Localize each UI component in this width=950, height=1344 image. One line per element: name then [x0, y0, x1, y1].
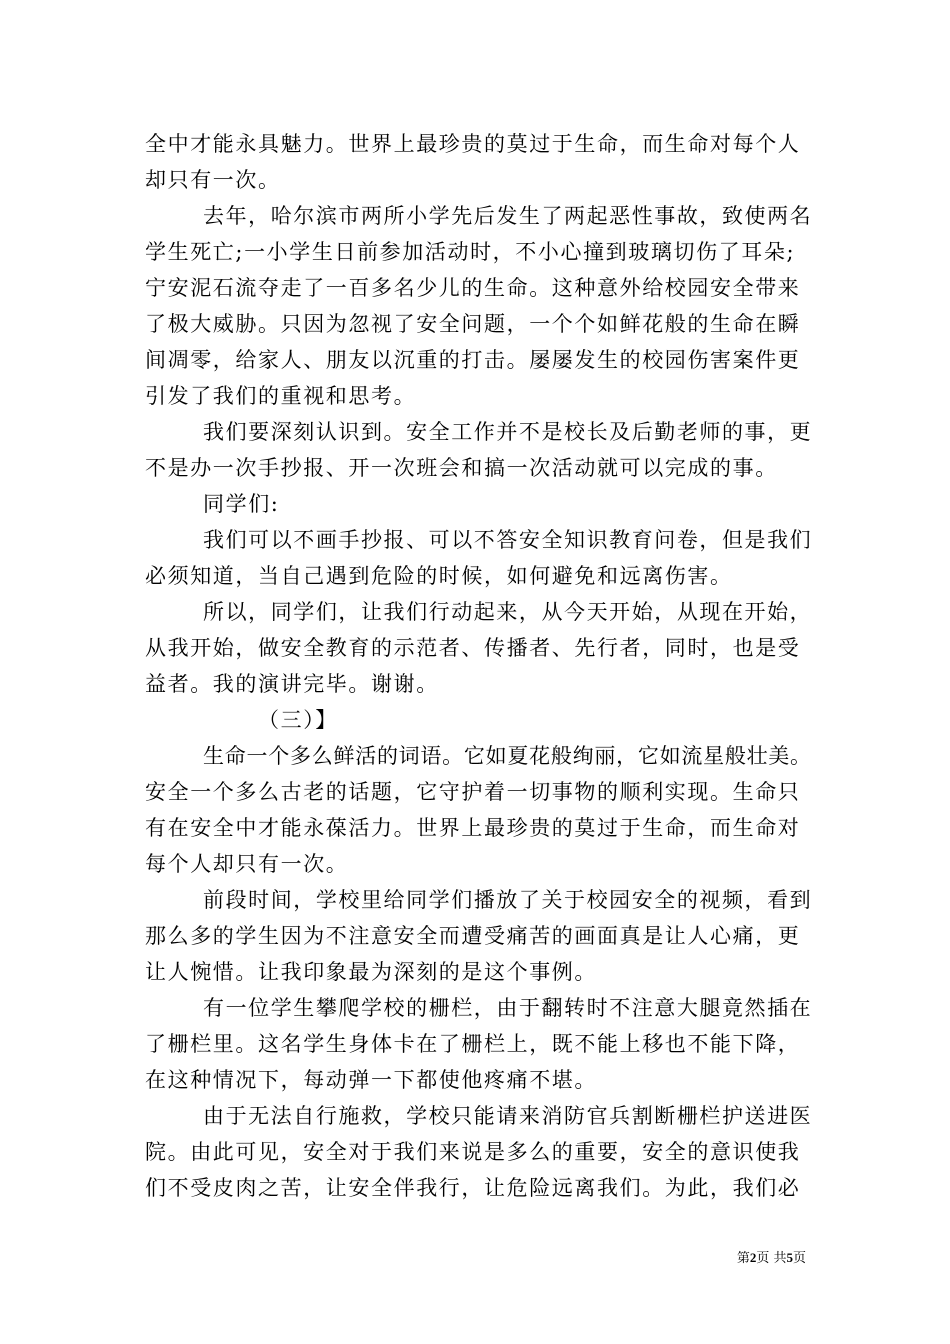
text-line: 同学们: — [203, 492, 280, 516]
text-line: 全中才能永具魅力。世界上最珍贵的莫过于生命，而生命对每个人 — [145, 132, 801, 156]
text-line: 我们可以不画手抄报、可以不答安全知识教育问卷，但是我们 — [203, 528, 813, 552]
text-line: 每个人却只有一次。 — [145, 852, 349, 876]
text-line: 们不受皮肉之苦，让安全伴我行，让危险远离我们。为此，我们必 — [145, 1176, 801, 1200]
text-line: 那么多的学生因为不注意安全而遭受痛苦的画面真是让人心痛，更 — [145, 924, 801, 948]
text-line: 前段时间，学校里给同学们播放了关于校园安全的视频，看到 — [203, 888, 813, 912]
text-line: 宁安泥石流夺走了一百多名少儿的生命。这种意外给校园安全带来 — [145, 276, 801, 300]
text-line: 我们要深刻认识到。安全工作并不是校长及后勤老师的事，更 — [203, 420, 813, 444]
total-page-number: 5 — [786, 1250, 793, 1265]
text-line: 引发了我们的重视和思考。 — [145, 384, 417, 408]
footer-suffix: 页 — [792, 1251, 806, 1266]
text-line: 必须知道，当自己遇到危险的时候，如何避免和远离伤害。 — [145, 564, 733, 588]
text-line: 学生死亡;一小学生日前参加活动时，不小心撞到玻璃切伤了耳朵; — [145, 240, 796, 264]
text-line: 院。由此可见，安全对于我们来说是多么的重要，安全的意识使我 — [145, 1140, 801, 1164]
text-line: 去年，哈尔滨市两所小学先后发生了两起恶性事故，致使两名 — [203, 204, 813, 228]
text-line: 从我开始，做安全教育的示范者、传播者、先行者，同时，也是受 — [145, 636, 801, 660]
text-line: 间凋零，给家人、朋友以沉重的打击。屡屡发生的校园伤害案件更 — [145, 348, 801, 372]
current-page-number: 2 — [749, 1250, 757, 1265]
footer-middle: 页 共 — [756, 1251, 787, 1266]
text-line: 让人惋惜。让我印象最为深刻的是这个事例。 — [145, 960, 597, 984]
text-line: 在这种情况下，每动弹一下都使他疼痛不堪。 — [145, 1068, 597, 1092]
text-line: 由于无法自行施救，学校只能请来消防官兵割断栅栏护送进医 — [203, 1104, 813, 1128]
section-heading: （三）】 — [258, 708, 338, 732]
text-line: 所以，同学们，让我们行动起来，从今天开始，从现在开始， — [203, 600, 813, 624]
text-line: 有一位学生攀爬学校的栅栏，由于翻转时不注意大腿竟然插在 — [203, 996, 813, 1020]
text-line: 有在安全中才能永葆活力。世界上最珍贵的莫过于生命，而生命对 — [145, 816, 801, 840]
text-line: 了极大威胁。只因为忽视了安全问题，一个个如鲜花般的生命在瞬 — [145, 312, 801, 336]
page-footer — [0, 1249, 806, 1268]
text-line: 安全一个多么古老的话题，它守护着一切事物的顺利实现。生命只 — [145, 780, 801, 804]
text-line: 了栅栏里。这名学生身体卡在了栅栏上，既不能上移也不能下降， — [145, 1032, 801, 1056]
text-line: 益者。我的演讲完毕。谢谢。 — [145, 672, 439, 696]
text-line: 却只有一次。 — [145, 168, 281, 192]
text-line: 生命一个多么鲜活的词语。它如夏花般绚丽，它如流星般壮美。 — [203, 744, 812, 768]
text-line: 不是办一次手抄报、开一次班会和搞一次活动就可以完成的事。 — [145, 456, 778, 480]
footer-prefix: 第 — [736, 1251, 750, 1266]
